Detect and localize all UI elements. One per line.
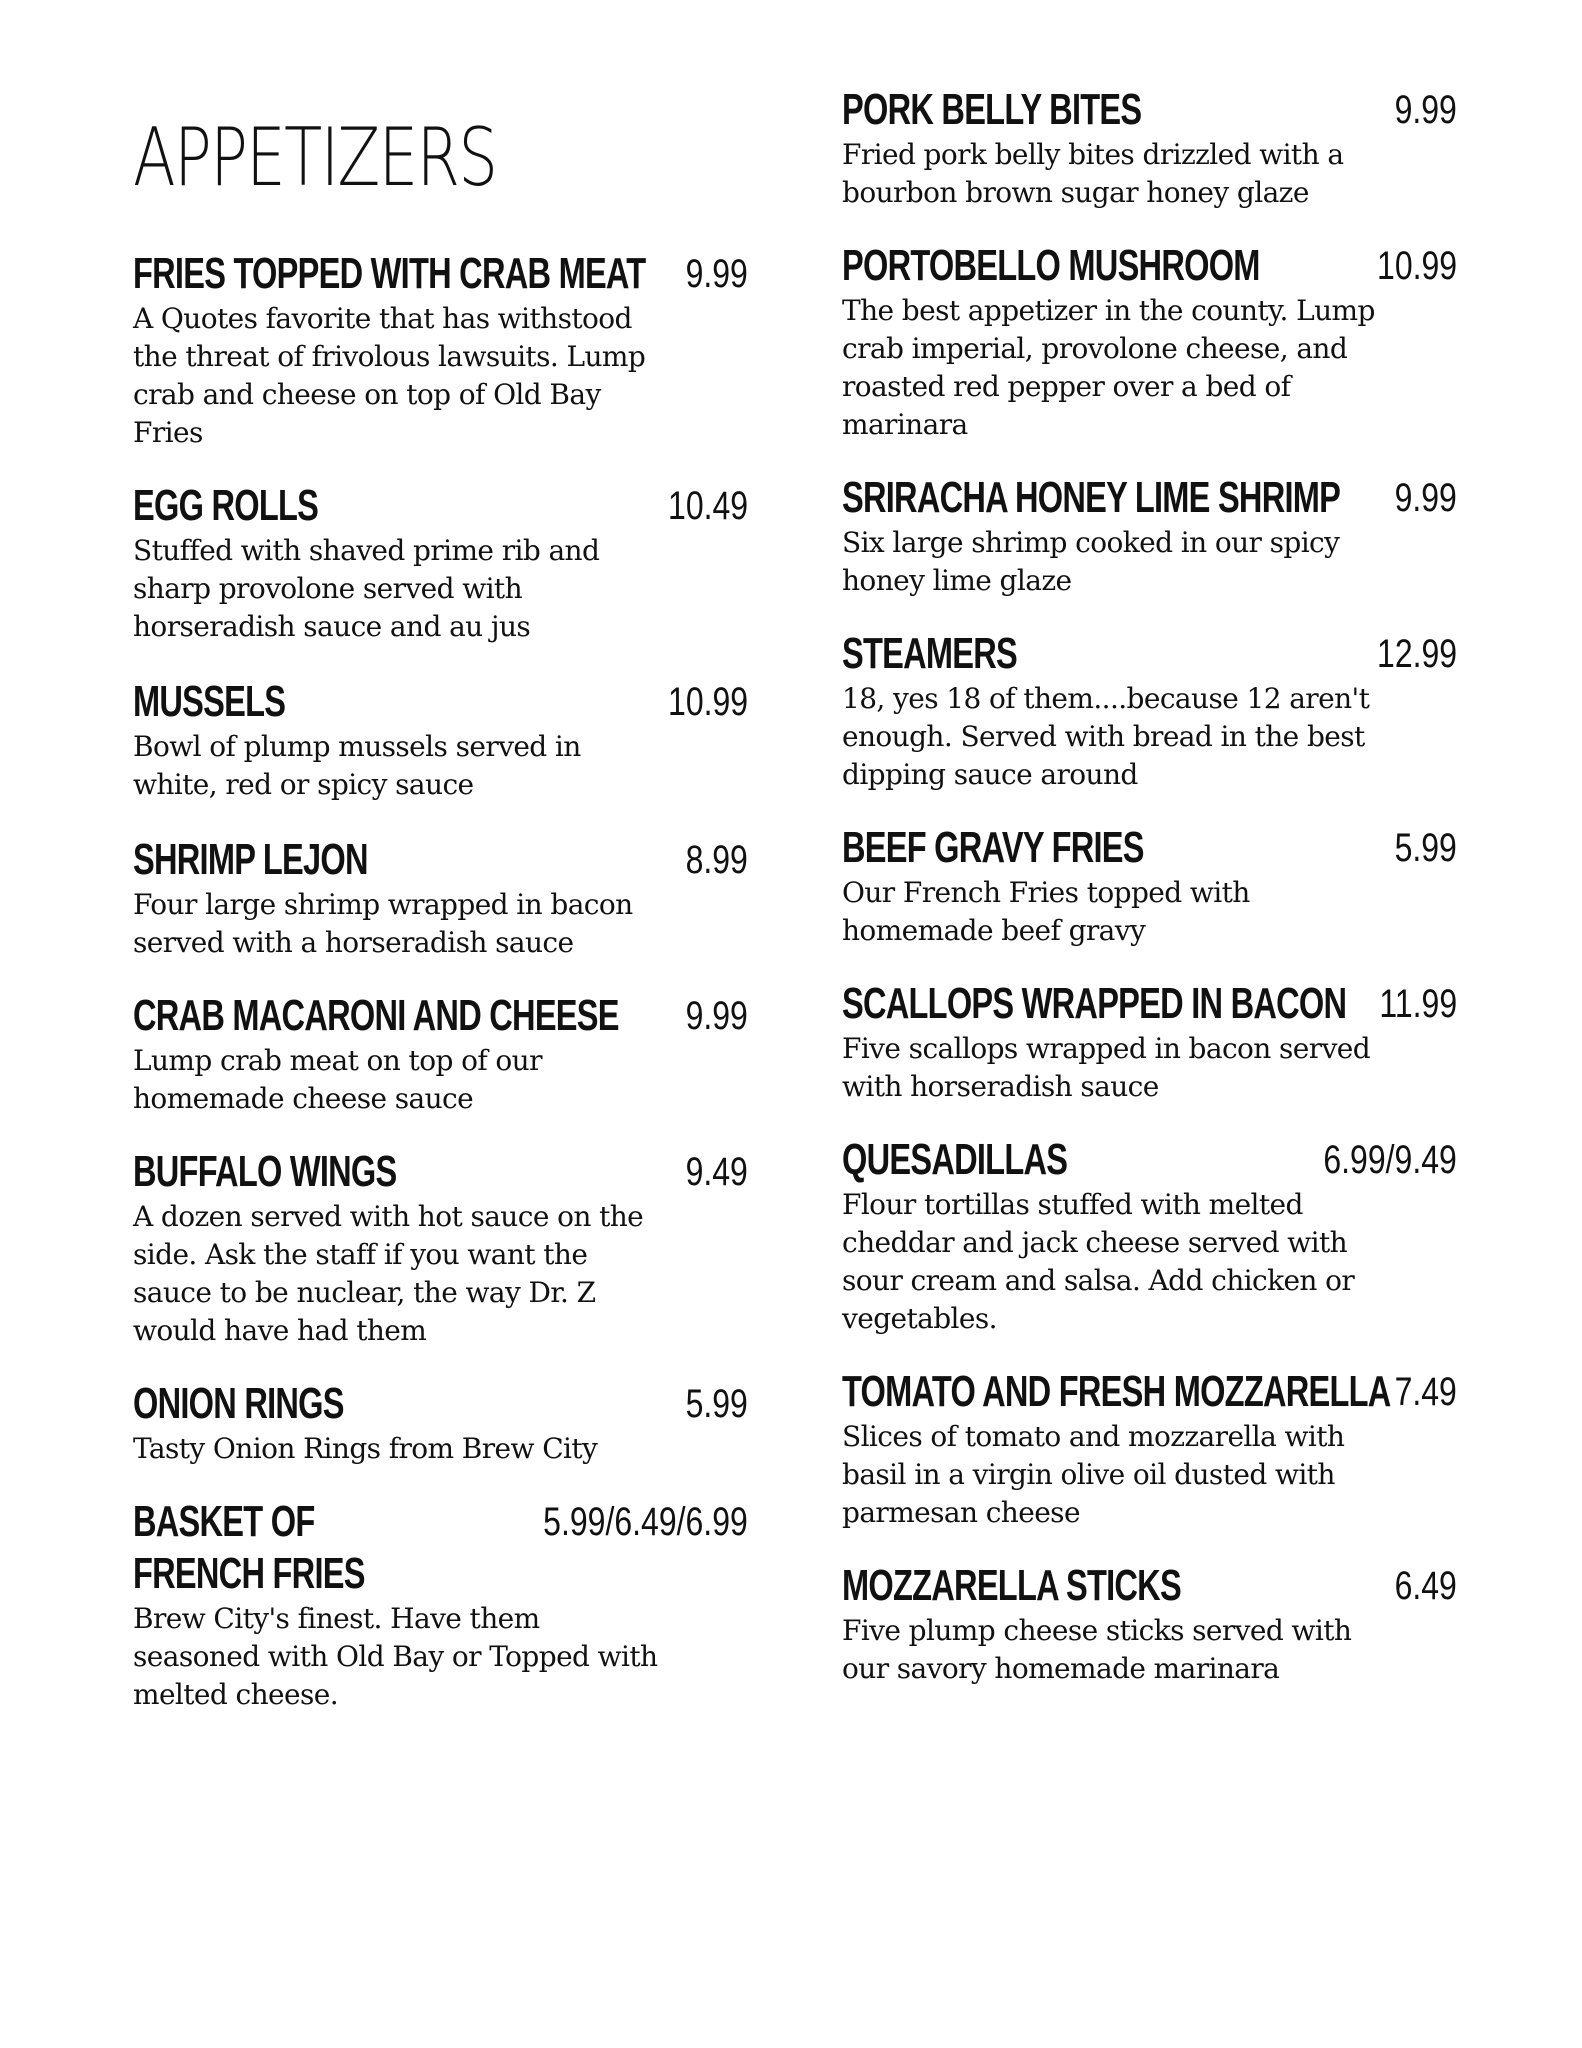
menu-item-description: Lump crab meat on top of our homemade cheese sauce: [133, 1044, 542, 1115]
menu-item-price: 10.99: [667, 680, 748, 724]
menu-item-header: [133, 480, 748, 532]
menu-item: [842, 978, 1457, 1106]
menu-item: [133, 676, 748, 804]
menu-item-price: 5.99/6.49/6.99: [543, 1500, 748, 1544]
menu-item-description: Fried pork belly bites drizzled with a bourbon brown sugar honey glaze: [842, 138, 1344, 209]
menu-item: [842, 1134, 1457, 1338]
menu-item-description: A Quotes favorite that has withstood the threat of frivolous lawsuits. Lump crab and cheese on top of Old Bay Fries: [133, 302, 646, 449]
menu-item-header: [133, 834, 748, 886]
menu-item-description: Five scallops wrapped in bacon served with horseradish sauce: [842, 1032, 1371, 1103]
menu-item-description: Tasty Onion Rings from Brew City: [133, 1432, 598, 1465]
menu-item: [842, 822, 1457, 950]
menu-item-name: SRIRACHA HONEY LIME SHRIMP: [842, 473, 1341, 522]
menu-item-name: MUSSELS: [133, 677, 286, 726]
menu-item-price: 8.99: [685, 838, 748, 882]
menu-item-header: [133, 248, 748, 300]
menu-item-header: [842, 978, 1457, 1030]
menu-item-name: EGG ROLLS: [133, 481, 319, 530]
section-title: APPETIZERS: [133, 111, 497, 204]
menu-item-description: Brew City's finest. Have them seasoned with Old Bay or Topped with melted cheese.: [133, 1602, 658, 1711]
menu-item-header: [133, 990, 748, 1042]
menu-item-name: SHRIMP LEJON: [133, 835, 368, 884]
menu-item-price: 9.99: [1394, 88, 1457, 132]
menu-item-name: SCALLOPS WRAPPED IN BACON: [842, 979, 1347, 1028]
menu-item-price: 7.49: [1394, 1370, 1457, 1414]
menu-item: [133, 1378, 748, 1468]
menu-item-name: MOZZARELLA STICKS: [842, 1561, 1181, 1610]
menu-item-name: BEEF GRAVY FRIES: [842, 823, 1144, 872]
menu-item: [842, 1366, 1457, 1532]
menu-item-price: 5.99: [685, 1382, 748, 1426]
menu-item-price: 9.99: [685, 994, 748, 1038]
menu-item-name: FRIES TOPPED WITH CRAB MEAT: [133, 249, 646, 298]
menu-item-name: TOMATO AND FRESH MOZZARELLA: [842, 1367, 1391, 1416]
menu-item: [133, 1146, 748, 1350]
menu-item-price: 12.99: [1376, 632, 1457, 676]
menu-item-header: [842, 628, 1457, 680]
menu-item-name: BUFFALO WINGS: [133, 1147, 397, 1196]
menu-item-name: ONION RINGS: [133, 1379, 344, 1428]
menu-item: [842, 1560, 1457, 1688]
menu-item-header: [842, 240, 1457, 292]
menu-item-price: 9.49: [685, 1150, 748, 1194]
menu-item-header: [133, 1146, 748, 1198]
menu-item-name: CRAB MACARONI AND CHEESE: [133, 991, 619, 1040]
menu-item-description: A dozen served with hot sauce on the side. Ask the staff if you want the sauce to be nuclear, the way Dr. Z would have had them: [133, 1200, 644, 1347]
menu-item-price: 6.49: [1394, 1564, 1457, 1608]
menu-item-header: [133, 1496, 748, 1600]
menu-item-description: Slices of tomato and mozzarella with basil in a virgin olive oil dusted with parmesan cheese: [842, 1420, 1345, 1529]
menu-item: [842, 84, 1457, 212]
menu-item-name: BASKET OF FRENCH FRIES: [133, 1497, 365, 1598]
menu-item-header: [842, 1134, 1457, 1186]
menu-item-name: STEAMERS: [842, 629, 1017, 678]
menu-item-header: [133, 676, 748, 728]
menu-item-description: Four large shrimp wrapped in bacon served with a horseradish sauce: [133, 888, 633, 959]
menu-item-header: [133, 1378, 748, 1430]
menu-item-price: 6.99/9.49: [1323, 1138, 1457, 1182]
menu-item-header: [842, 822, 1457, 874]
menu-item: [842, 628, 1457, 794]
menu-item-price: 5.99: [1394, 826, 1457, 870]
menu-item-price: 9.99: [1394, 476, 1457, 520]
menu-item: [133, 248, 748, 452]
menu-item: [133, 990, 748, 1118]
menu-item-description: Stuffed with shaved prime rib and sharp provolone served with horseradish sauce and au jus: [133, 534, 600, 643]
menu-item-description: Flour tortillas stuffed with melted cheddar and jack cheese served with sour cream and salsa. Add chicken or vegetables.: [842, 1188, 1355, 1335]
menu-item-price: 9.99: [685, 252, 748, 296]
menu-item-description: Six large shrimp cooked in our spicy honey lime glaze: [842, 526, 1340, 597]
menu-item-description: Bowl of plump mussels served in white, red or spicy sauce: [133, 730, 581, 801]
menu-item-price: 10.99: [1376, 244, 1457, 288]
menu-item: [133, 1496, 748, 1714]
menu-item: [842, 472, 1457, 600]
menu-item-header: [842, 472, 1457, 524]
menu-item-description: 18, yes 18 of them....because 12 aren't enough. Served with bread in the best dipping sauce around: [842, 682, 1370, 791]
menu-item-header: [842, 84, 1457, 136]
menu-item-description: The best appetizer in the county. Lump crab imperial, provolone cheese, and roasted red pepper over a bed of marinara: [842, 294, 1375, 441]
menu-item-name: PORK BELLY BITES: [842, 85, 1142, 134]
menu-item: [133, 480, 748, 646]
menu-item-description: Our French Fries topped with homemade beef gravy: [842, 876, 1250, 947]
menu-item-name: QUESADILLAS: [842, 1135, 1068, 1184]
menu-item-header: [842, 1560, 1457, 1612]
menu-item-description: Five plump cheese sticks served with our savory homemade marinara: [842, 1614, 1352, 1685]
menu-item: [842, 240, 1457, 444]
menu-item: [133, 834, 748, 962]
menu-item-price: 10.49: [667, 484, 748, 528]
menu-item-header: [842, 1366, 1457, 1418]
menu-item-price: 11.99: [1379, 982, 1457, 1026]
menu-item-name: PORTOBELLO MUSHROOM: [842, 241, 1260, 290]
